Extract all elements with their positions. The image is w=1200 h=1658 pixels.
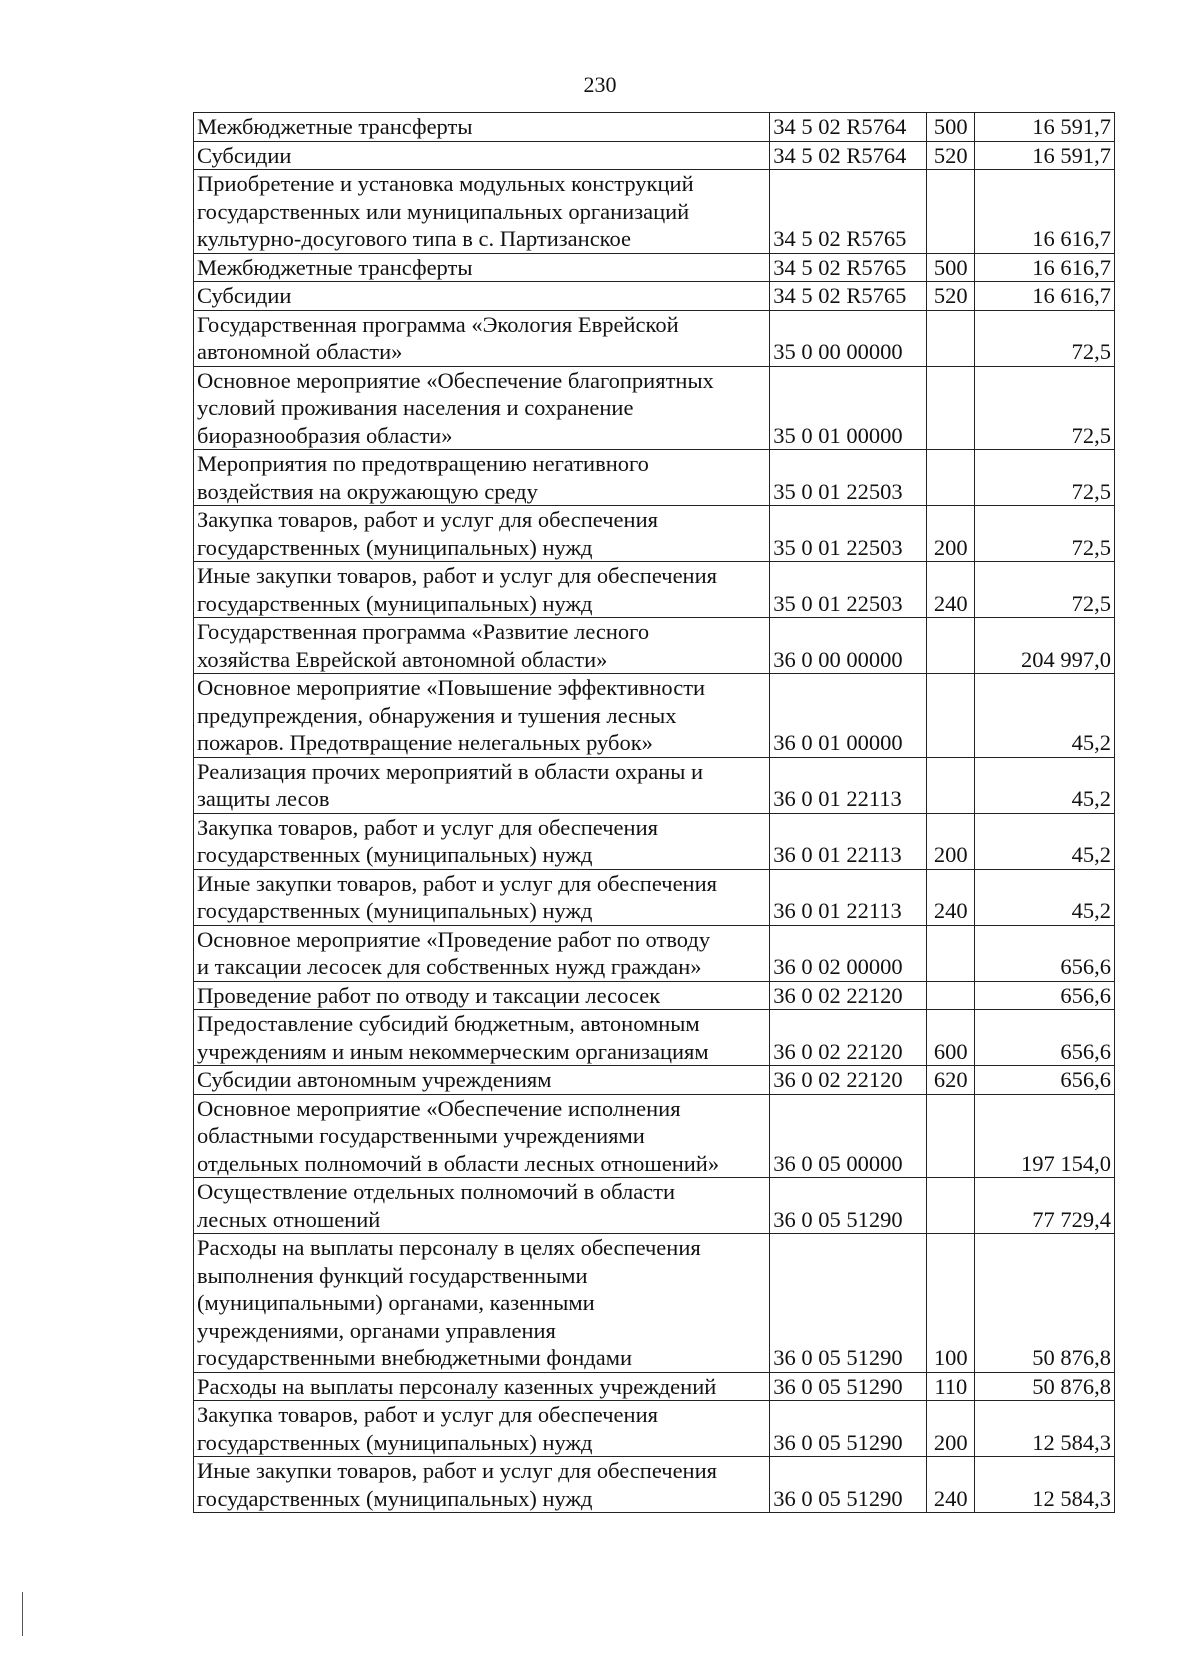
budget-table (193, 112, 1115, 1513)
row-name: Субсидии (194, 141, 770, 170)
row-type: 520 (927, 282, 975, 311)
row-code: 36 0 05 51290 (770, 1372, 927, 1401)
table-row (194, 925, 1115, 981)
row-name: Государственная программа «Экология Еврейской автономной области» (194, 310, 770, 366)
margin-mark (22, 1592, 23, 1636)
row-type (927, 366, 975, 450)
row-type: 240 (927, 869, 975, 925)
row-code: 36 0 05 51290 (770, 1457, 927, 1513)
row-name: Субсидии автономным учреждениям (194, 1066, 770, 1095)
row-name: Иные закупки товаров, работ и услуг для обеспечения государственных (муниципальных) нужд (194, 562, 770, 618)
row-name: Основное мероприятие «Проведение работ по отводу и таксации лесосек для собственных нужд граждан» (194, 925, 770, 981)
row-code: 36 0 00 00000 (770, 618, 927, 674)
row-type (927, 450, 975, 506)
row-code: 34 5 02 R5765 (770, 282, 927, 311)
table-row (194, 282, 1115, 311)
row-type: 240 (927, 562, 975, 618)
row-type: 200 (927, 506, 975, 562)
table-row (194, 618, 1115, 674)
table-row (194, 813, 1115, 869)
row-code: 35 0 01 22503 (770, 450, 927, 506)
table-row (194, 1372, 1115, 1401)
row-type (927, 618, 975, 674)
row-sum: 72,5 (975, 562, 1115, 618)
row-type: 500 (927, 253, 975, 282)
table-row (194, 141, 1115, 170)
table-row (194, 170, 1115, 254)
row-name: Основное мероприятие «Обеспечение исполнения областными государственными учреждениями отдельных полномочий в области лесных отношений» (194, 1094, 770, 1178)
row-type: 110 (927, 1372, 975, 1401)
row-name: Иные закупки товаров, работ и услуг для обеспечения государственных (муниципальных) нужд (194, 869, 770, 925)
row-code: 36 0 05 51290 (770, 1234, 927, 1373)
row-type (927, 674, 975, 758)
row-name: Реализация прочих мероприятий в области охраны и защиты лесов (194, 757, 770, 813)
table-row (194, 1094, 1115, 1178)
table-row (194, 1234, 1115, 1373)
row-type: 600 (927, 1010, 975, 1066)
row-code: 36 0 01 22113 (770, 813, 927, 869)
budget-table-body (194, 113, 1115, 1513)
row-name: Основное мероприятие «Повышение эффективности предупреждения, обнаружения и тушения лесных пожаров. Предотвращение нелегальных рубок» (194, 674, 770, 758)
row-sum: 16 616,7 (975, 282, 1115, 311)
row-type (927, 925, 975, 981)
row-code: 35 0 00 00000 (770, 310, 927, 366)
row-code: 36 0 02 22120 (770, 1066, 927, 1095)
row-name: Основное мероприятие «Обеспечение благоприятных условий проживания населения и сохранение биоразнообразия области» (194, 366, 770, 450)
table-row (194, 310, 1115, 366)
row-code: 34 5 02 R5765 (770, 253, 927, 282)
row-type (927, 981, 975, 1010)
row-sum: 72,5 (975, 506, 1115, 562)
row-code: 36 0 01 00000 (770, 674, 927, 758)
row-sum: 16 591,7 (975, 141, 1115, 170)
row-name: Предоставление субсидий бюджетным, автономным учреждениям и иным некоммерческим организациям (194, 1010, 770, 1066)
row-sum: 656,6 (975, 1066, 1115, 1095)
row-sum: 656,6 (975, 981, 1115, 1010)
row-code: 36 0 01 22113 (770, 757, 927, 813)
table-row (194, 981, 1115, 1010)
row-name: Проведение работ по отводу и таксации лесосек (194, 981, 770, 1010)
row-sum: 72,5 (975, 450, 1115, 506)
row-sum: 656,6 (975, 925, 1115, 981)
table-row (194, 869, 1115, 925)
row-type (927, 1178, 975, 1234)
row-type: 240 (927, 1457, 975, 1513)
row-code: 36 0 05 51290 (770, 1178, 927, 1234)
row-name: Осуществление отдельных полномочий в области лесных отношений (194, 1178, 770, 1234)
row-sum: 197 154,0 (975, 1094, 1115, 1178)
row-name: Иные закупки товаров, работ и услуг для обеспечения государственных (муниципальных) нужд (194, 1457, 770, 1513)
row-type: 200 (927, 813, 975, 869)
row-type (927, 170, 975, 254)
row-name: Закупка товаров, работ и услуг для обеспечения государственных (муниципальных) нужд (194, 506, 770, 562)
row-sum: 16 591,7 (975, 113, 1115, 142)
row-code: 36 0 05 00000 (770, 1094, 927, 1178)
row-name: Приобретение и установка модульных конструкций государственных или муниципальных организаций культурно-досугового типа в с. Партизанское (194, 170, 770, 254)
row-name: Межбюджетные трансферты (194, 113, 770, 142)
row-name: Закупка товаров, работ и услуг для обеспечения государственных (муниципальных) нужд (194, 813, 770, 869)
row-name: Расходы на выплаты персоналу в целях обеспечения выполнения функций государственными (муниципальными) органами, казенными учреждениями, органами управления государственными внебюджетными фондами (194, 1234, 770, 1373)
row-sum: 16 616,7 (975, 253, 1115, 282)
row-name: Расходы на выплаты персоналу казенных учреждений (194, 1372, 770, 1401)
table-row (194, 450, 1115, 506)
row-sum: 45,2 (975, 869, 1115, 925)
row-code: 36 0 01 22113 (770, 869, 927, 925)
row-type (927, 1094, 975, 1178)
row-sum: 50 876,8 (975, 1234, 1115, 1373)
table-row (194, 1010, 1115, 1066)
row-sum: 656,6 (975, 1010, 1115, 1066)
row-sum: 77 729,4 (975, 1178, 1115, 1234)
table-row (194, 113, 1115, 142)
row-code: 34 5 02 R5765 (770, 170, 927, 254)
row-code: 34 5 02 R5764 (770, 113, 927, 142)
row-name: Межбюджетные трансферты (194, 253, 770, 282)
row-name: Мероприятия по предотвращению негативного воздействия на окружающую среду (194, 450, 770, 506)
row-type (927, 757, 975, 813)
row-code: 36 0 05 51290 (770, 1401, 927, 1457)
row-type (927, 310, 975, 366)
page-number: 230 (583, 72, 617, 97)
row-sum: 45,2 (975, 813, 1115, 869)
row-name: Субсидии (194, 282, 770, 311)
table-row (194, 1457, 1115, 1513)
row-sum: 72,5 (975, 366, 1115, 450)
row-name: Закупка товаров, работ и услуг для обеспечения государственных (муниципальных) нужд (194, 1401, 770, 1457)
row-code: 35 0 01 00000 (770, 366, 927, 450)
row-sum: 72,5 (975, 310, 1115, 366)
row-code: 36 0 02 22120 (770, 1010, 927, 1066)
table-row (194, 1401, 1115, 1457)
row-sum: 16 616,7 (975, 170, 1115, 254)
row-code: 34 5 02 R5764 (770, 141, 927, 170)
table-row (194, 366, 1115, 450)
row-type: 500 (927, 113, 975, 142)
row-sum: 45,2 (975, 757, 1115, 813)
table-row (194, 674, 1115, 758)
row-code: 35 0 01 22503 (770, 562, 927, 618)
row-code: 36 0 02 00000 (770, 925, 927, 981)
table-row (194, 506, 1115, 562)
row-sum: 12 584,3 (975, 1401, 1115, 1457)
row-sum: 12 584,3 (975, 1457, 1115, 1513)
row-sum: 50 876,8 (975, 1372, 1115, 1401)
row-type: 520 (927, 141, 975, 170)
row-code: 36 0 02 22120 (770, 981, 927, 1010)
table-row (194, 1178, 1115, 1234)
table-row (194, 757, 1115, 813)
table-row (194, 1066, 1115, 1095)
table-row (194, 562, 1115, 618)
row-name: Государственная программа «Развитие лесного хозяйства Еврейской автономной области» (194, 618, 770, 674)
row-type: 620 (927, 1066, 975, 1095)
row-type: 200 (927, 1401, 975, 1457)
row-type: 100 (927, 1234, 975, 1373)
row-sum: 204 997,0 (975, 618, 1115, 674)
table-row (194, 253, 1115, 282)
row-code: 35 0 01 22503 (770, 506, 927, 562)
row-sum: 45,2 (975, 674, 1115, 758)
